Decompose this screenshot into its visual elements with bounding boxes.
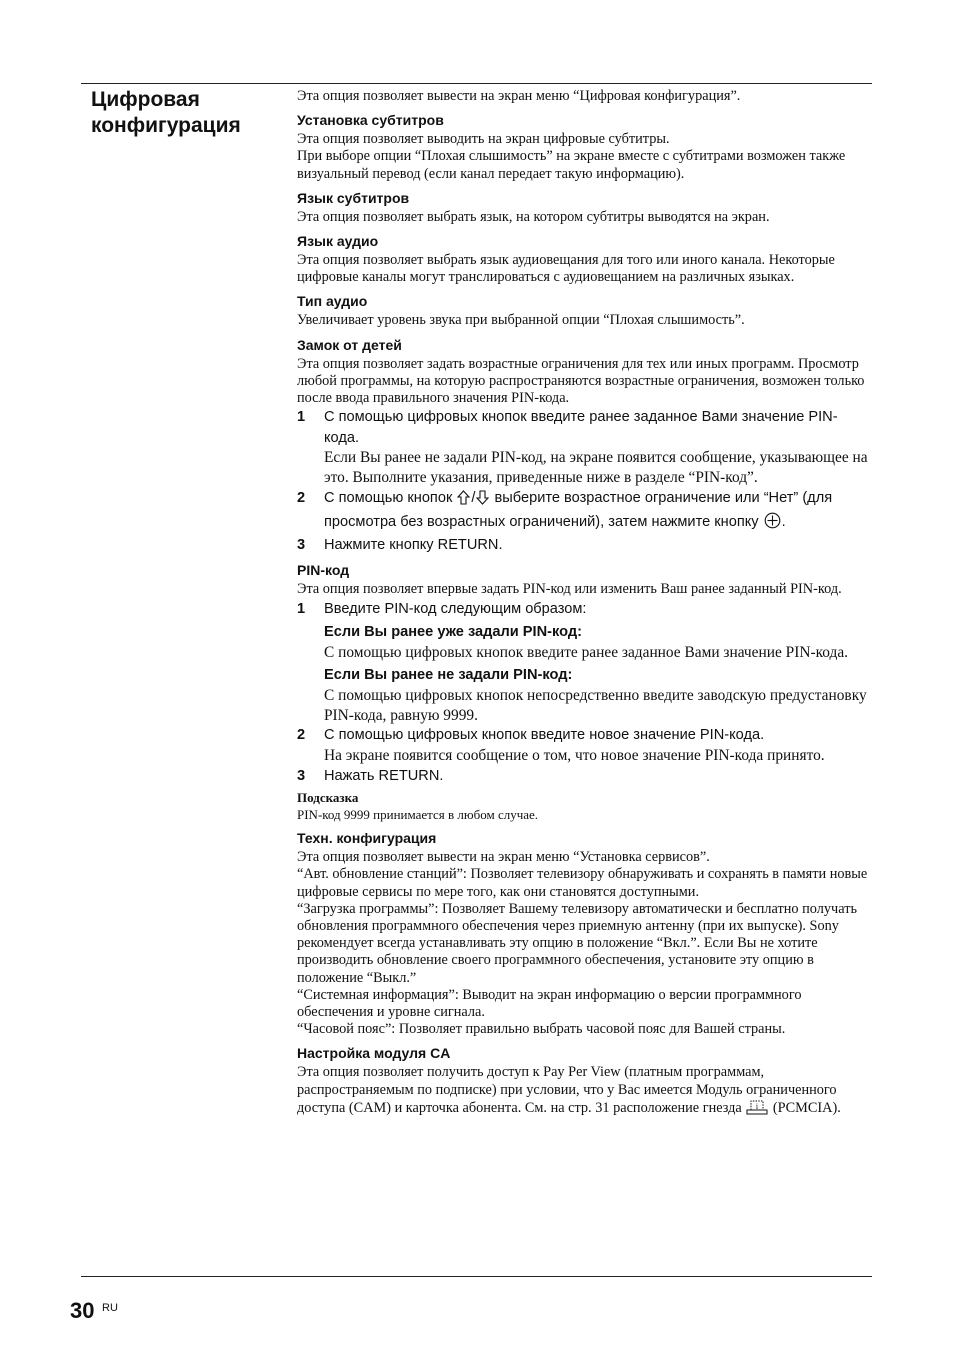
intro-text: Эта опция позволяет вывести на экран меню “Цифровая конфигурация”. — [297, 88, 741, 104]
audio-type-heading: Тип аудио — [297, 293, 368, 310]
ca-module-text-a: Эта опция позволяет получить доступ к Pay Per View (платным программам, распространяемым по подписке) при условии, что у Вас имеется Модуль ограниченного доступа (CAM) и карточка абонента. См. на стр. 31 расположение гнезда — [297, 1064, 837, 1116]
parental-lock-step-1 — [297, 407, 872, 488]
ca-module-text — [297, 1064, 872, 1120]
pin-code-step-2 — [297, 725, 872, 766]
step-number: 2 — [297, 727, 306, 744]
pin-case-1-heading: Если Вы ранее уже задали PIN-код: — [324, 623, 582, 640]
subtitle-language-heading: Язык субтитров — [297, 189, 410, 206]
tech-config-heading: Техн. конфигурация — [297, 830, 437, 847]
audio-type-text: Увеличивает уровень звука при выбранной опции “Плохая слышимость”. — [297, 312, 745, 329]
pin-code-step-1 — [297, 599, 872, 726]
svg-text:i: i — [756, 1101, 759, 1111]
section-title — [91, 87, 281, 139]
step-text: Нажать RETURN. — [324, 767, 444, 784]
top-rule — [81, 83, 872, 84]
page-number: 30 — [70, 1298, 95, 1323]
step-text-part-a: С помощью кнопок — [324, 490, 453, 507]
pin-code-step-3 — [297, 766, 872, 786]
pin-code-heading: PIN-код — [297, 562, 350, 579]
pin-case-2-heading: Если Вы ранее не задали PIN-код: — [324, 667, 573, 684]
slash: / — [471, 490, 476, 507]
ca-module-heading: Настройка модуля CA — [297, 1045, 451, 1062]
step-text-end: . — [781, 513, 786, 530]
arrow-up-icon — [457, 490, 470, 511]
parental-lock-text: Эта опция позволяет задать возрастные ограничения для тех или иных программ. Просмотр любой программы, на которую распространяются возрастные ограничения, возможен только после ввода правильного значения PIN-кода. — [297, 355, 865, 407]
tech-config-text-1: Эта опция позволяет вывести на экран меню “Установка сервисов”. — [297, 849, 710, 866]
step-text — [324, 488, 872, 535]
subtitles-heading: Установка субтитров — [297, 112, 444, 129]
pin-case-2-text: С помощью цифровых кнопок непосредственно введите заводскую предустановку PIN-кода, равную 9999. — [324, 687, 867, 724]
main-content — [297, 87, 872, 1120]
ok-circle-plus-icon — [764, 512, 781, 535]
tech-config-text-3: “Загрузка программы”: Позволяет Вашему телевизору автоматически и бесплатно получать обновления программного обеспечения через приемную антенну (при их выпуске). Sony рекомендует всегда устанавливать эту опцию в положение “Вкл.”. Если Вы не хотите производить обновление своего программного обеспечения, установите эту опцию в положение “Выкл.” — [297, 900, 857, 986]
step-number: 2 — [297, 490, 306, 507]
subtitles-text-2: При выборе опции “Плохая слышимость” на экране вместе с субтитрами возможен также визуальный перевод (если канал передает такую информацию). — [297, 148, 846, 182]
page-language: RU — [102, 1302, 118, 1314]
step-number: 1 — [297, 409, 306, 426]
section-title-line2: конфигурация — [91, 114, 241, 137]
pin-code-text: Эта опция позволяет впервые задать PIN-код или изменить Ваш ранее заданный PIN-код. — [297, 581, 842, 598]
step-text-part-b: выберите возрастное ограничение или “Нет” (для просмотра без возрастных ограничений), затем нажмите кнопку — [324, 490, 833, 530]
audio-language-text: Эта опция позволяет выбрать язык аудиовещания для того или иного канала. Некоторые цифровые каналы могут транслироваться с аудиовещанием на различных языках. — [297, 252, 835, 286]
tech-config-text-5: “Часовой пояс”: Позволяет правильно выбрать часовой пояс для Вашей страны. — [297, 1021, 786, 1038]
pin-case-1-text: С помощью цифровых кнопок введите ранее заданное Вами значение PIN-кода. — [324, 643, 849, 661]
subtitle-language-text: Эта опция позволяет выбрать язык, на котором субтитры выводятся на экран. — [297, 208, 770, 225]
tech-config-text-4: “Системная информация”: Выводит на экран информацию о версии программного обеспечения и уровне сигнала. — [297, 986, 802, 1021]
arrow-down-icon — [476, 490, 489, 511]
section-title-line1: Цифровая — [91, 88, 200, 111]
step-note: На экране появится сообщение о том, что новое значение PIN-кода принято. — [324, 746, 825, 764]
parental-lock-step-2 — [297, 488, 872, 535]
step-number: 3 — [297, 537, 306, 554]
step-text: С помощью цифровых кнопок введите ранее заданное Вами значение PIN-кода. — [324, 409, 838, 446]
tech-config-text-2: “Авт. обновление станций”: Позволяет телевизору обнаруживать и сохранять в памяти новые цифровые сервисы по мере того, как они становятся доступными. — [297, 866, 868, 900]
bottom-rule — [81, 1276, 872, 1277]
pcmcia-slot-icon — [746, 1099, 768, 1120]
hint-title: Подсказка — [297, 790, 359, 806]
audio-language-heading: Язык аудио — [297, 233, 379, 250]
parental-lock-heading: Замок от детей — [297, 336, 402, 353]
step-text: Нажмите кнопку RETURN. — [324, 537, 503, 554]
parental-lock-step-3 — [297, 535, 872, 555]
hint-text: PIN-код 9999 принимается в любом случае. — [297, 807, 539, 823]
step-note: Если Вы ранее не задали PIN-код, на экране появится сообщение, указывающее на это. Выполните указания, приведенные ниже в разделе “PIN-код”. — [324, 448, 868, 487]
step-text: Введите PIN-код следующим образом: — [324, 600, 587, 617]
step-number: 1 — [297, 600, 306, 617]
subtitles-text-1: Эта опция позволяет выводить на экран цифровые субтитры. — [297, 131, 670, 148]
ca-module-text-b: (PCMCIA). — [772, 1099, 841, 1116]
step-text: С помощью цифровых кнопок введите новое значение PIN-кода. — [324, 727, 765, 744]
step-number: 3 — [297, 767, 306, 784]
